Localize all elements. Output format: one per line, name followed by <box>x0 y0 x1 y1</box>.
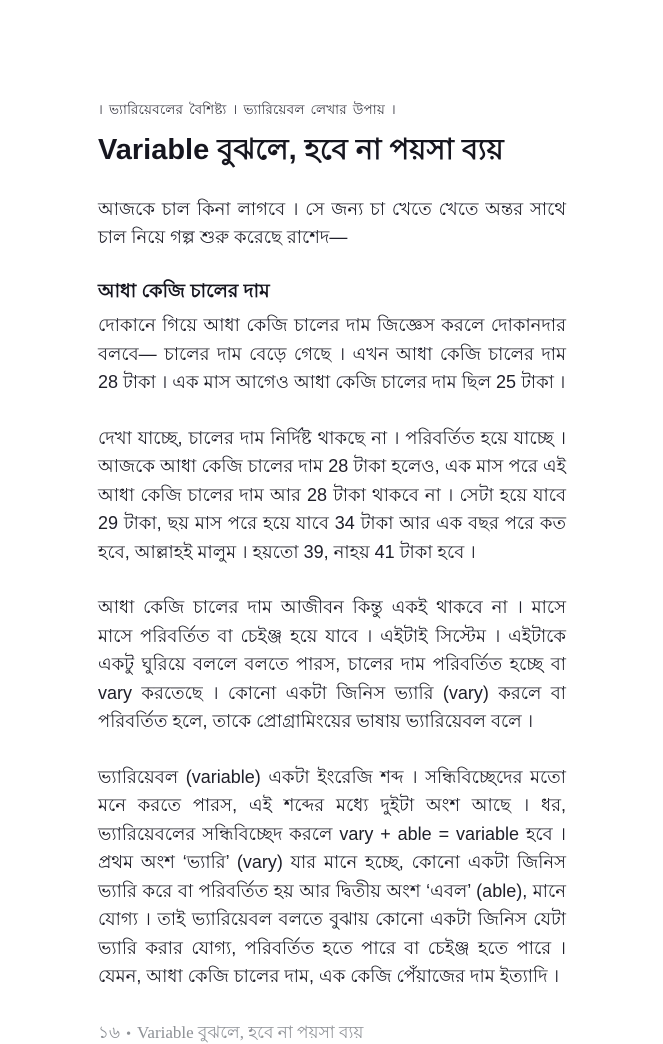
paragraph-price-change: দেখা যাচ্ছে, চালের দাম নির্দিষ্ট থাকছে না । পরিবর্তিত হয়ে যাচ্ছে । আজকে আধা কেজি চালের দাম 28 টাকা হলেও, এক মাস পরে এই আধা কেজি চালের দাম আর 28 টাকা থাকবে না । সেটা হয়ে যাবে 29 টাকা, ছয় মাস পরে হয়ে যাবে 34 টাকা আর এক বছর পরে কত হবে, আল্লাহই মালুম । হয়তো 39, নাহয় 41 টাকা হবে । <box>98 427 566 562</box>
page-content <box>98 0 566 1044</box>
paragraph-variable-word: ভ্যারিয়েবল (variable) একটা ইংরেজি শব্দ । সন্ধিবিচ্ছেদের মতো মনে করতে পারস, এই শব্দের মধ্যে দুইটা অংশ আছে । ধর, ভ্যারিয়েবলের সন্ধিবিচ্ছেদ করলে vary + able = variable হবে । প্রথম অংশ ‘ভ্যারি’ (vary) যার মানে হচ্ছে, কোনো একটা জিনিস ভ্যারি করে বা পরিবর্তিত হয় আর দ্বিতীয় অংশ ‘এবল’ (able), মানে যোগ্য । তাই ভ্যারিয়েবল বলতে বুঝায় কোনো একটা জিনিস যেটা ভ্যারি করার যোগ্য, পরিবর্তিত হতে পারে বা চেইঞ্জ হতে পারে । যেমন, আধা কেজি চালের দাম, এক কেজি পেঁয়াজের দাম ইত্যাদি । <box>98 766 566 987</box>
footer-book-title: Variable বুঝলে, হবে না পয়সা ব্যয় <box>137 1022 364 1042</box>
section-heading-rice-price: আধা কেজি চালের দাম <box>98 280 270 302</box>
running-header: । ভ্যারিয়েবলের বৈশিষ্ট্য । ভ্যারিয়েবল লেখার উপায় । <box>98 102 396 117</box>
paragraph-intro: আজকে চাল কিনা লাগবে । সে জন্য চা খেতে খেতে অন্তর সাথে চাল নিয়ে গল্প শুরু করেছে রাশেদ— <box>98 198 566 248</box>
chapter-title: Variable বুঝলে, হবে না পয়সা ব্যয় <box>98 133 504 166</box>
paragraph-shop: দোকানে গিয়ে আধা কেজি চালের দাম জিজ্ঞেস করলে দোকানদার বলবে— চালের দাম বেড়ে গেছে । এখন আধা কেজি চালের দাম 28 টাকা । এক মাস আগেও আধা কেজি চালের দাম ছিল 25 টাকা । <box>98 315 566 393</box>
footer-bullet-separator: • <box>126 1026 131 1042</box>
paragraph-vary-system: আধা কেজি চালের দাম আজীবন কিন্তু একই থাকবে না । মাসে মাসে পরিবর্তিত বা চেইঞ্জ হয়ে যাবে । এইটাই সিস্টেম । এইটাকে একটু ঘুরিয়ে বললে বলতে পারস, চালের দাম পরিবর্তিত হচ্ছে বা vary করতেছে । কোনো একটা জিনিস ভ্যারি (vary) করলে বা পরিবর্তিত হলে, তাকে প্রোগ্রামিংয়ের ভাষায় ভ্যারিয়েবল বলে । <box>98 597 566 732</box>
page-number: ১৬ <box>98 1022 121 1042</box>
page-footer <box>98 1022 566 1044</box>
